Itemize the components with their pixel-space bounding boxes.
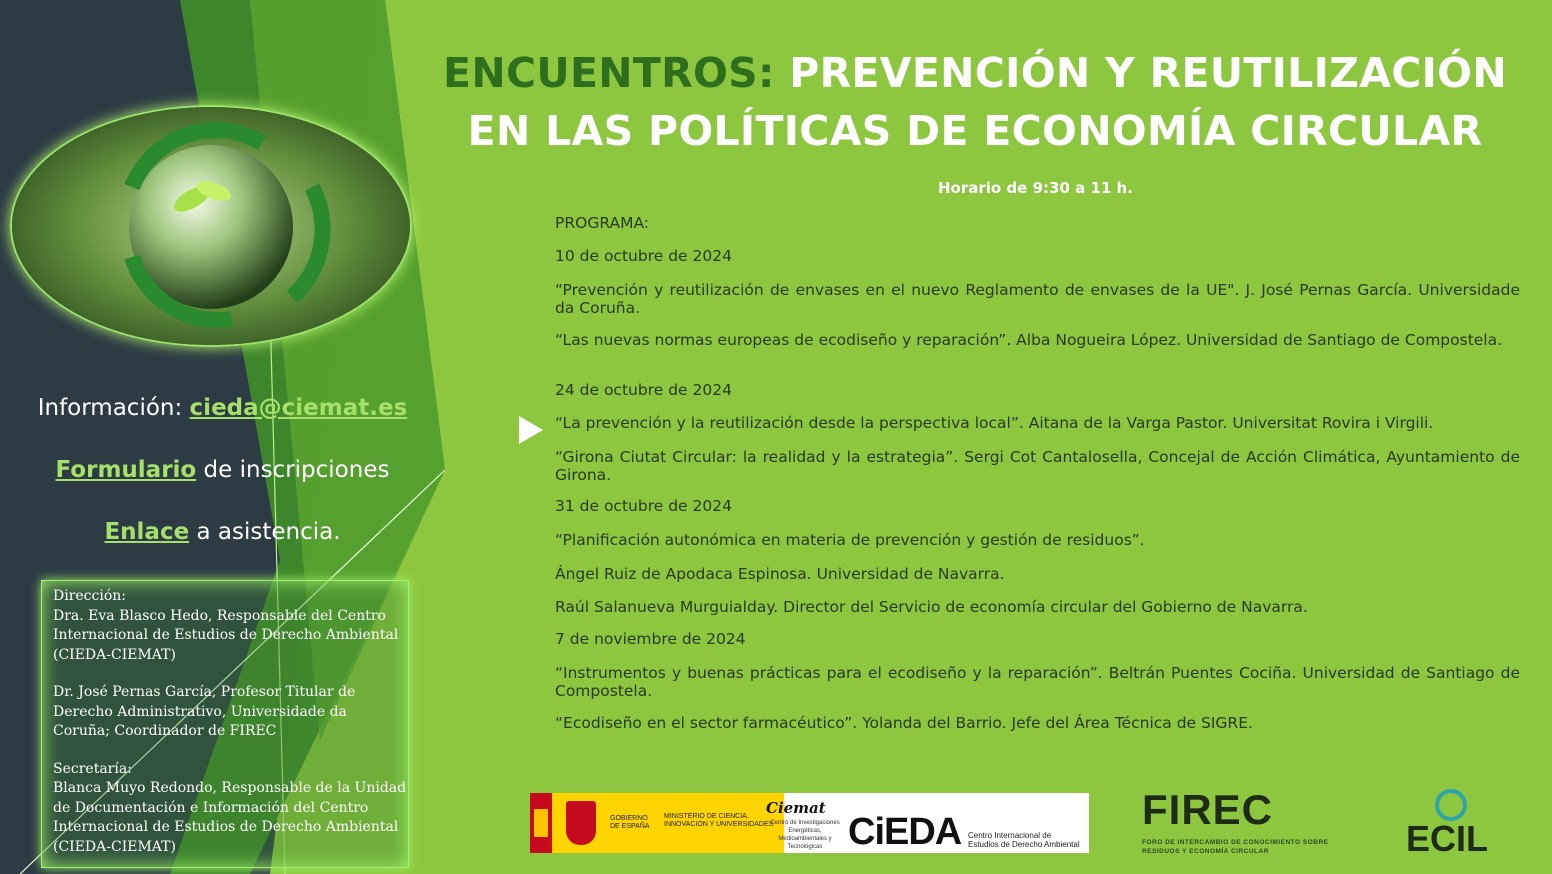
spain-shield-icon xyxy=(566,801,596,845)
firec-sub: FORO DE INTERCAMBIO DE CONOCIMIENTO SOBRE RESIDUOS Y ECONOMÍA CIRCULAR xyxy=(1142,839,1329,855)
direccion-1: Dra. Eva Blasco Hedo, Responsable del Centro Internacional de Estudios de Derecho Ambiental (CIEDA-CIEMAT) xyxy=(53,607,399,663)
talk-1-2: “Las nuevas normas europeas de ecodiseño y reparación”. Alba Nogueira López. Universidad de Santiago de Compostela. xyxy=(555,331,1503,349)
info-email-line xyxy=(0,395,445,421)
schedule-time: Horario de 9:30 a 11 h. xyxy=(938,179,1133,197)
session-date-1: 10 de octubre de 2024 xyxy=(555,247,732,265)
ecil-logo: ECIL xyxy=(1406,818,1489,859)
cieda-sub-1: Centro Internacional de xyxy=(968,831,1052,840)
title-prefix: ENCUENTROS: xyxy=(443,49,775,97)
page-title xyxy=(440,44,1510,160)
email-link[interactable]: cieda@ciemat.es xyxy=(189,395,408,421)
gobierno-text: GOBIERNO DE ESPAÑA xyxy=(610,815,650,830)
gobierno-logo xyxy=(552,793,784,853)
form-link[interactable]: Formulario xyxy=(55,457,197,483)
talk-1-1: “Prevención y reutilización de envases en el nuevo Reglamento de envases de la UE". J. José Pernas García. Universidade da Coruña. xyxy=(555,281,1520,317)
info-label: Información: xyxy=(37,395,183,421)
secretaria-label: Secretaría: xyxy=(53,760,132,777)
talk-3-2: Ángel Ruiz de Apodaca Espinosa. Universidad de Navarra. xyxy=(555,565,1005,583)
attend-link[interactable]: Enlace xyxy=(104,519,190,545)
title-main: PREVENCIÓN Y REUTILIZACIÓN EN LAS POLÍTICAS DE ECONOMÍA CIRCULAR xyxy=(467,49,1507,155)
talk-4-2: “Ecodiseño en el sector farmacéutico”. Yolanda del Barrio. Jefe del Área Técnica de SIGRE. xyxy=(555,714,1253,732)
talk-2-2: “Girona Ciutat Circular: la realidad y la estrategia”. Sergi Cot Cantalosella, Concejal de Acción Climática, Ayuntamiento de Girona. xyxy=(555,448,1520,484)
attend-line xyxy=(0,519,445,545)
secretaria-1: Blanca Muyo Redondo, Responsable de la Unidad de Documentación e Información del Centro Internacional de Estudios de Derecho Ambiental (CIEDA-CIEMAT) xyxy=(53,780,407,855)
ecil-mark-icon xyxy=(1435,789,1467,821)
form-line xyxy=(0,457,445,483)
globe-image xyxy=(10,105,412,347)
ciemat-sub: Centro de Investigaciones Energéticas, Medioambientales y Tecnológicas xyxy=(770,820,840,850)
talk-3-3: Raúl Salanueva Murguialday. Director del Servicio de economía circular del Gobierno de Navarra. xyxy=(555,598,1308,616)
programa-label: PROGRAMA: xyxy=(555,214,649,232)
session-date-4: 7 de noviembre de 2024 xyxy=(555,630,746,648)
firec-logo: FIREC xyxy=(1142,786,1273,833)
direccion-label: Dirección: xyxy=(53,588,127,604)
attend-text: a asistencia. xyxy=(196,519,341,545)
session-date-2: 24 de octubre de 2024 xyxy=(555,381,732,399)
talk-2-1: “La prevención y la reutilización desde la perspectiva local”. Aitana de la Varga Pastor. Universitat Rovira i Virgili. xyxy=(555,414,1434,432)
talk-4-1: “Instrumentos y buenas prácticas para el ecodiseño y la reparación”. Beltrán Puentes Cociña. Universidad de Santiago de Compostela. xyxy=(555,664,1520,700)
eu-spain-flag-icon xyxy=(530,793,552,853)
ciemat-logo: Ciemat xyxy=(766,799,826,817)
cieda-sub-2: Estudios de Derecho Ambiental xyxy=(968,840,1080,849)
direction-box xyxy=(41,580,409,868)
cieda-logo: CiEDA xyxy=(848,811,962,853)
play-arrow-icon xyxy=(519,416,543,444)
direccion-2: Dr. José Pernas García, Profesor Titular de Derecho Administrativo, Universidade da Coruña; Coordinador de FIREC xyxy=(53,684,356,739)
institution-logos xyxy=(530,793,1089,853)
form-text: de inscripciones xyxy=(203,457,390,483)
session-date-3: 31 de octubre de 2024 xyxy=(555,497,732,515)
ministerio-text: MINISTERIO DE CIENCIA, INNOVACIÓN Y UNIVERSIDADES xyxy=(664,813,774,828)
cieda-sub xyxy=(968,831,1080,849)
talk-3-1: “Planificación autonómica en materia de prevención y gestión de residuos”. xyxy=(555,531,1145,549)
